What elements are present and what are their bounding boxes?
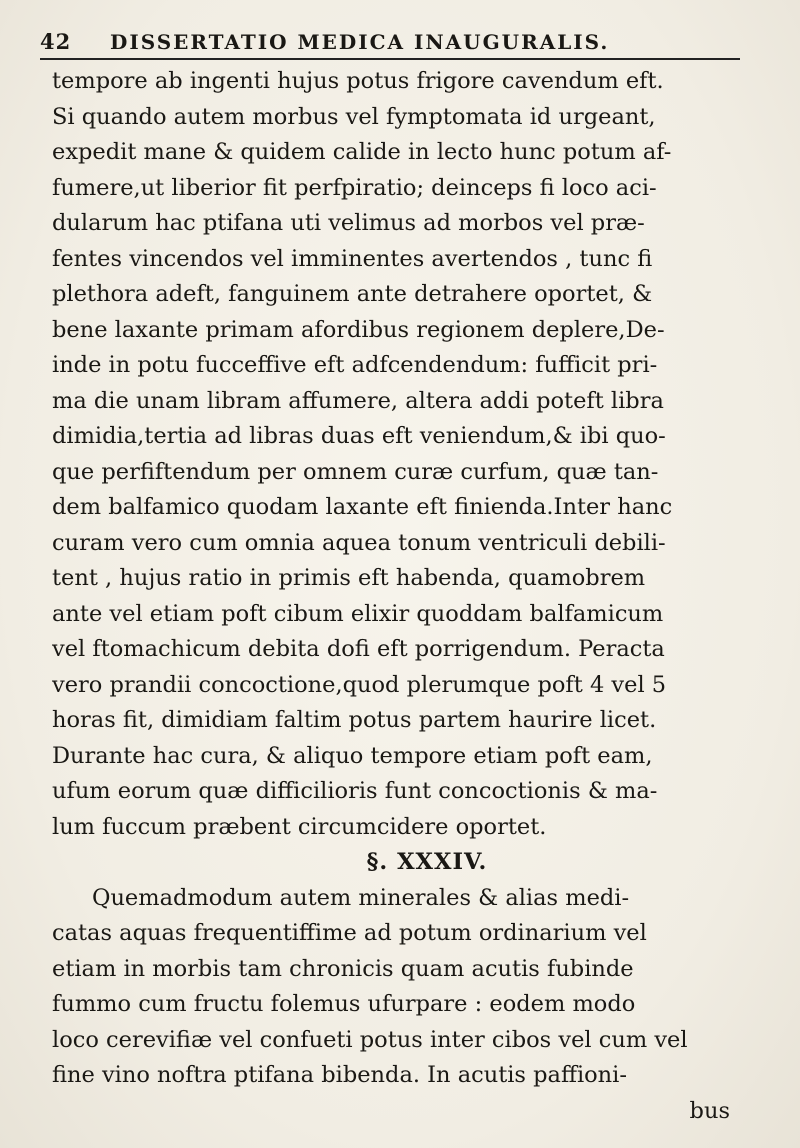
text-line: fine vino noftra ptifana bibenda. In acutis paffioni- (52, 1062, 627, 1088)
catchword: bus (689, 1097, 730, 1124)
text-line: ante vel etiam poft cibum elixir quoddam balfamicum (52, 600, 664, 627)
section-heading: §. XXXIV. (366, 849, 488, 875)
text-line: fumere,ut liberior fit perfpiratio; deinceps fi loco aci- (52, 174, 657, 201)
text-line: bene laxante primam afordibus regionem deplere,De- (52, 316, 665, 343)
text-line: plethora adeft, fanguinem ante detrahere oportet, & (52, 281, 653, 307)
text-line: curam vero cum omnia aquea tonum ventriculi debili- (52, 529, 666, 556)
text-line: loco cerevifiæ vel confueti potus inter cibos vel cum vel (52, 1026, 688, 1053)
text-line: fummo cum fructu folemus ufurpare : eodem modo (52, 991, 636, 1017)
page-header (40, 20, 740, 54)
text-line: dimidia,tertia ad libras duas eft veniendum,& ibi quo- (52, 423, 666, 449)
text-line: tent , hujus ratio in primis eft habenda, quamobrem (52, 565, 646, 591)
text-line: Durante hac cura, & aliquo tempore etiam poft eam, (52, 742, 653, 769)
header-rule (40, 58, 740, 60)
text-line: dem balfamico quodam laxante eft finienda.Inter hanc (52, 494, 673, 520)
text-line: horas fit, dimidiam faltim potus partem haurire licet. (52, 707, 657, 733)
text-line: expedit mane & quidem calide in lecto hunc potum af- (52, 139, 672, 165)
running-title: DISSERTATIO MEDICA INAUGURALIS. (110, 30, 610, 54)
text-line: vero prandii concoctione,quod plerumque poft 4 vel 5 (52, 671, 667, 698)
text-line: tempore ab ingenti hujus potus frigore cavendum eft. (52, 68, 664, 94)
text-line: Quemadmodum autem minerales & alias medi- (92, 884, 630, 911)
text-line: dularum hac ptifana uti velimus ad morbos vel præ- (52, 210, 645, 236)
text-line: ma die unam libram affumere, altera addi poteft libra (52, 387, 664, 414)
page-number: 42 (40, 29, 72, 54)
text-line: Si quando autem morbus vel fymptomata id urgeant, (52, 103, 656, 130)
text-line: etiam in morbis tam chronicis quam acutis fubinde (52, 955, 634, 982)
text-line: inde in potu fucceffive eft adfcendendum: fufficit pri- (52, 352, 658, 378)
text-line: ufum eorum quæ difficilioris funt concoctionis & ma- (52, 778, 658, 804)
text-line: fentes vincendos vel imminentes avertendos , tunc fi (52, 245, 653, 272)
body-text (52, 64, 742, 1129)
text-line: que perfiftendum per omnem curæ curfum, quæ tan- (52, 458, 659, 485)
text-line: lum fuccum præbent circumcidere oportet. (52, 813, 547, 840)
text-line: catas aquas frequentiffime ad potum ordinarium vel (52, 920, 647, 946)
text-line: vel ftomachicum debita dofi eft porrigendum. Peracta (52, 636, 665, 662)
